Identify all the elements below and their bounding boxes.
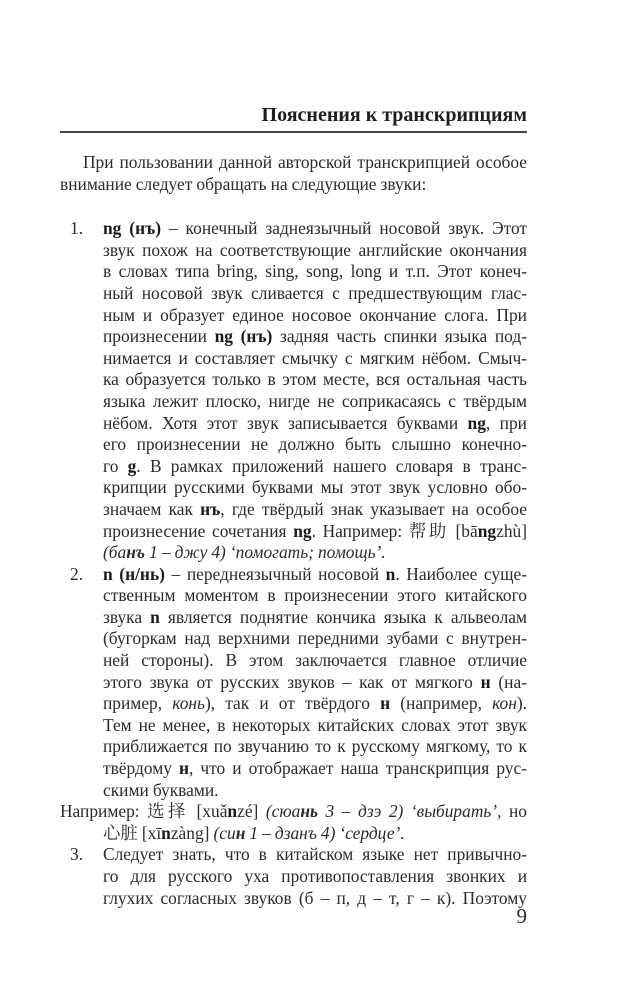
text-run: ный носовой звук сливается с предшествующим глас-	[103, 282, 527, 303]
text-run: 心脏 [xī	[103, 822, 162, 843]
text-line	[103, 413, 527, 435]
text-run: . В рамках приложений нашего словаря в транс-	[136, 455, 527, 476]
text-run: значаем как	[103, 498, 201, 519]
header-rule	[60, 131, 527, 133]
text-line	[103, 758, 527, 780]
text-run: . Например: 帮助 [bā	[311, 520, 478, 541]
text-line	[103, 736, 527, 758]
italic-text: (си	[213, 822, 236, 843]
list-item-number: 3.	[70, 844, 84, 865]
text-run: ка образуется только в этом месте, вся остальная часть	[103, 369, 527, 390]
text-run: го	[103, 455, 128, 476]
italic-text: 3 – дзэ 2) ‘выбирать’,	[317, 801, 502, 822]
text-run: Например: 选择 [xuǎ	[60, 801, 228, 822]
text-line	[60, 174, 527, 196]
bold-term: ng (нъ)	[214, 326, 273, 347]
text-run: , где твёрдый знак указывает на особое	[220, 498, 527, 519]
bold-term: n	[227, 801, 238, 822]
text-run: , что и отображает наша транскрипция рус-	[188, 758, 527, 779]
bold-term: ng	[467, 412, 486, 433]
text-run: языка лежит плоско, нигде не соприкасаясь с твёрдым	[103, 390, 527, 411]
text-run: скими буквами.	[103, 779, 219, 800]
list-item-number: 1.	[70, 218, 84, 239]
text-run: нёбом. Хотя этот звук записывается буквами	[103, 412, 468, 433]
text-line	[103, 607, 527, 629]
text-line	[103, 650, 527, 672]
text-line	[103, 888, 527, 910]
text-line	[103, 305, 527, 327]
text-line	[103, 844, 527, 866]
text-line	[103, 369, 527, 391]
text-run: произнесение сочетания	[103, 520, 294, 541]
intro-paragraph	[60, 152, 527, 195]
text-line	[103, 218, 527, 240]
text-line	[103, 477, 527, 499]
text-run: При пользовании данной авторской транскрипцией особое	[83, 152, 527, 172]
text-run: звука	[103, 606, 151, 627]
text-line	[103, 672, 527, 694]
text-run: , при	[485, 412, 527, 433]
text-line	[103, 434, 527, 456]
text-run: zhù]	[496, 520, 527, 541]
italic-text: н	[235, 822, 246, 843]
bold-term: н	[480, 671, 491, 692]
text-run: ственным моментом в произнесении этого китайского	[103, 585, 527, 606]
italic-text: 1 – джу 4) ‘помогать; помощь’.	[145, 542, 386, 563]
page-body	[60, 152, 527, 909]
spacer	[60, 195, 527, 218]
italic-text: нь	[300, 801, 318, 822]
text-line	[60, 152, 527, 174]
italic-text: конь	[172, 693, 205, 714]
text-run: звук похож на соответствующие английские окончания	[103, 239, 527, 260]
italic-text: нъ	[126, 542, 146, 563]
list-item	[60, 218, 527, 564]
bold-term: н	[178, 758, 189, 779]
text-run: Следует знать, что в китайском языке нет привычно-	[103, 844, 527, 865]
text-run: приближается по звучанию то к русскому мягкому, то к	[103, 736, 527, 757]
italic-text: 1 – дзанъ 4) ‘сердце’.	[245, 822, 405, 843]
text-run: го для русского уха противопоставления звонких и	[103, 866, 527, 886]
example-paragraph	[60, 801, 527, 844]
bold-term: ng (нъ)	[103, 218, 162, 239]
text-run: произнесении	[103, 326, 215, 347]
text-run: – конечный заднеязычный носовой звук. Этот	[161, 218, 528, 239]
text-run: задняя часть спинки языка под-	[272, 326, 528, 347]
text-run: но	[501, 801, 527, 822]
text-run: – переднеязычный носовой	[164, 563, 386, 584]
bold-term: g	[127, 455, 137, 476]
text-line	[103, 628, 527, 650]
text-run: глухих согласных звуков (б – п, д – т, г – к). Поэтому	[103, 887, 527, 908]
page-header-title: Пояснения к транскрипциям	[261, 104, 527, 126]
text-run: твёрдому	[103, 758, 179, 779]
text-line	[103, 240, 527, 262]
bold-term: n	[385, 563, 396, 584]
bold-term: н	[380, 693, 391, 714]
text-run: zé]	[237, 801, 266, 822]
text-run: нимается и составляет смычку с мягким нёбом. Смыч-	[103, 347, 527, 368]
page-number: 9	[516, 904, 527, 928]
text-run: крипции русскими буквами мы этот звук условно обо-	[103, 477, 527, 498]
text-run: его произнесении не должно быть слышно конечно-	[103, 434, 527, 455]
text-run: является поднятие кончика языка к альвеолам	[159, 606, 527, 627]
text-line	[103, 564, 527, 586]
text-line	[103, 283, 527, 305]
text-line	[103, 348, 527, 370]
text-run: ней стороны). В этом заключается главное отличие	[103, 650, 527, 671]
bold-term: n	[161, 822, 171, 843]
italic-text: (сюа	[265, 801, 301, 822]
text-line	[103, 326, 527, 348]
text-run: в словах типа bring, sing, song, long и т.п. Этот конеч-	[103, 261, 527, 282]
text-line	[103, 521, 527, 543]
text-line	[103, 499, 527, 521]
text-line	[103, 261, 527, 283]
list-item	[60, 844, 527, 909]
text-line	[103, 585, 527, 607]
text-run: ).	[516, 693, 527, 714]
bold-term: n (н/нь)	[103, 563, 165, 584]
text-line	[103, 693, 527, 715]
text-run: (например,	[390, 693, 493, 714]
bold-term: n	[150, 606, 160, 627]
italic-text: (ба	[103, 542, 127, 563]
text-run: ), так и от твёрдого	[204, 693, 381, 714]
text-run: Тем не менее, в некоторых китайских словах этот звук	[103, 714, 527, 735]
text-run: пример,	[103, 693, 173, 714]
text-run: (на-	[490, 671, 527, 692]
text-run: zàng]	[170, 822, 214, 843]
bold-term: ng	[293, 520, 312, 541]
bold-term: ng	[477, 520, 497, 541]
text-line	[103, 866, 527, 888]
text-run: этого звука от русских звуков – как от мягкого	[103, 671, 481, 692]
list-item-number: 2.	[70, 563, 84, 584]
text-line	[103, 780, 527, 802]
text-line	[103, 542, 527, 564]
text-line	[103, 391, 527, 413]
text-line	[60, 823, 527, 845]
text-run: внимание следует обращать на следующие звуки:	[60, 173, 427, 194]
list-item	[60, 564, 527, 802]
text-line	[103, 715, 527, 737]
bold-term: нъ	[200, 498, 221, 519]
text-line	[60, 801, 527, 823]
text-run: ным и образует единое носовое окончание слога. При	[103, 304, 527, 325]
italic-text: кон	[492, 693, 517, 714]
text-run: (бугоркам над верхними передними зубами с внутрен-	[103, 628, 527, 649]
text-run: . Наиболее суще-	[395, 563, 527, 584]
text-line	[103, 456, 527, 478]
